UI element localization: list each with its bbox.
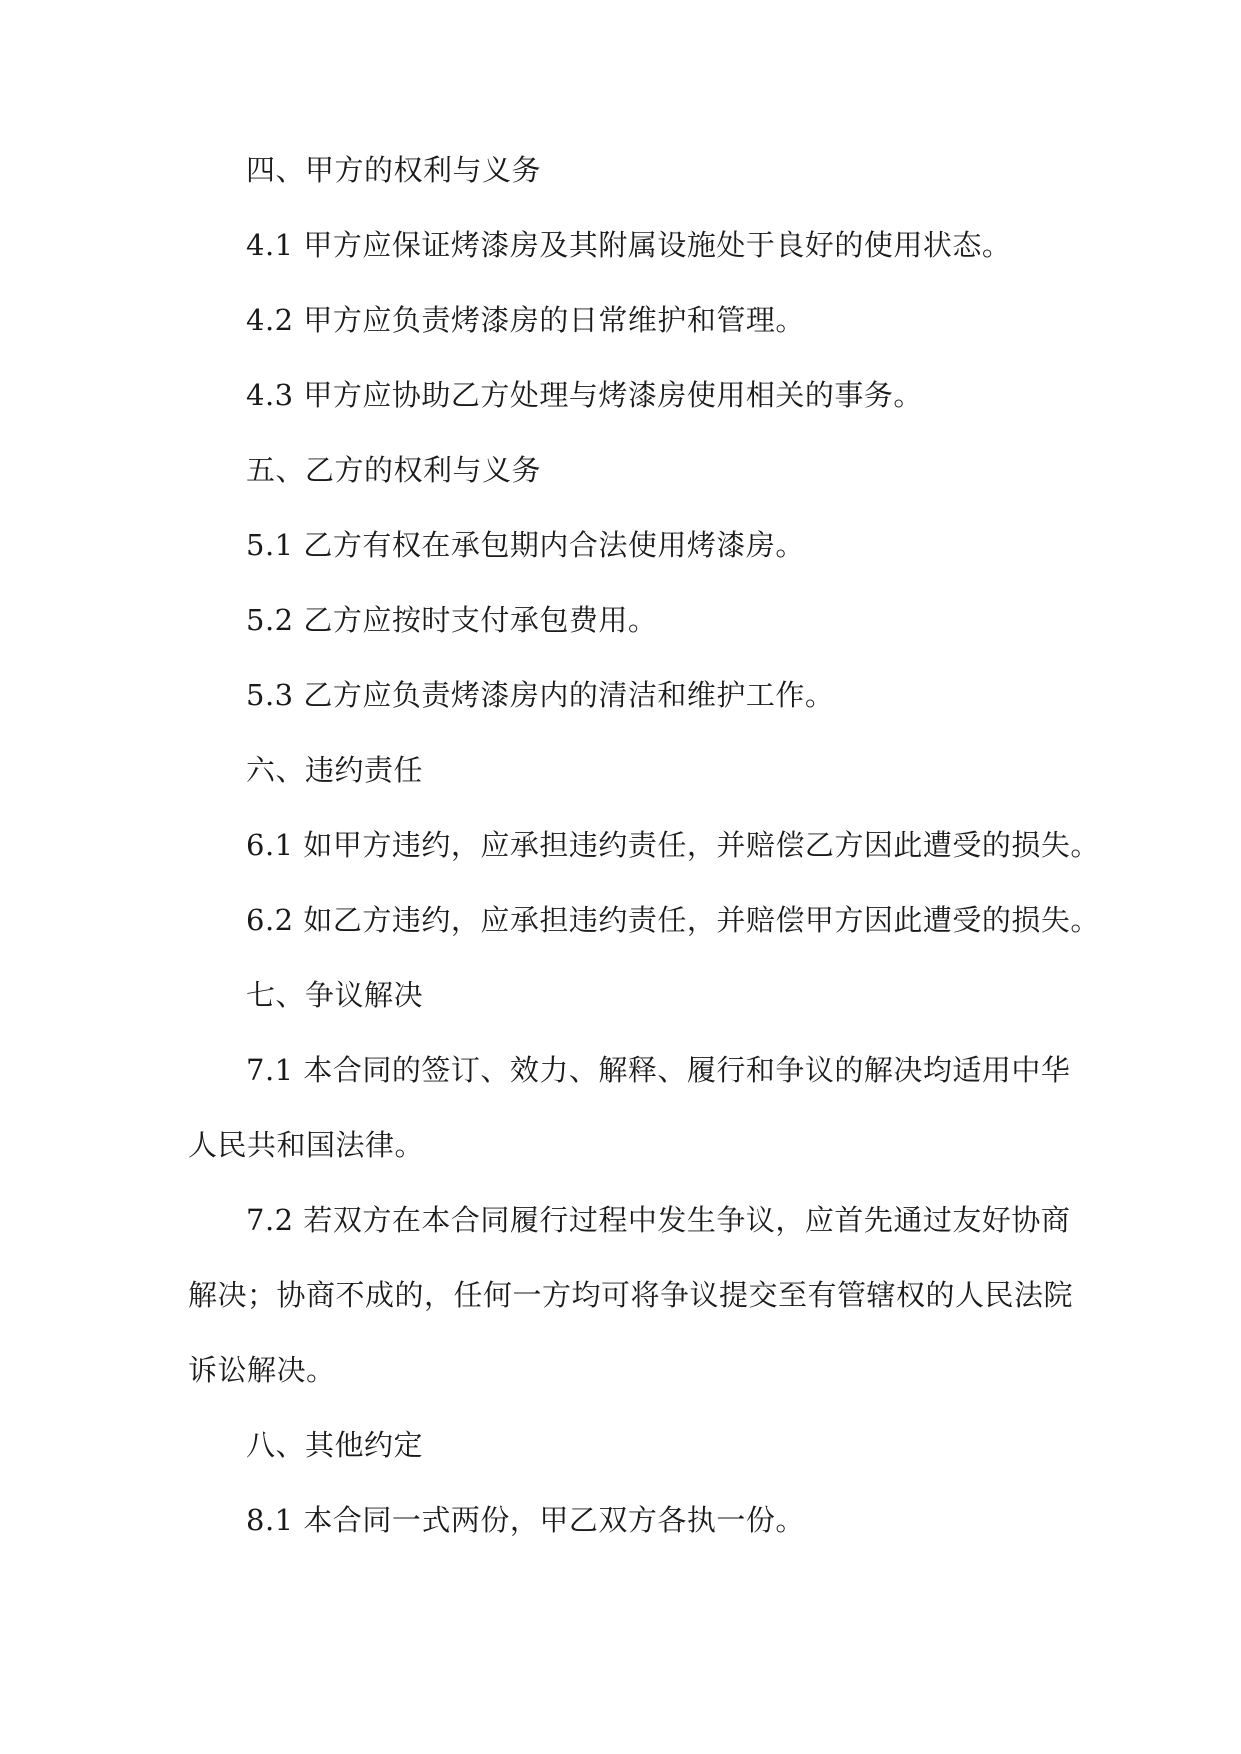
clause-4-3: 4.3 甲方应协助乙方处理与烤漆房使用相关的事务。 (246, 378, 923, 412)
clause-5-2: 5.2 乙方应按时支付承包费用。 (246, 603, 658, 637)
section-heading-6: 六、违约责任 (246, 753, 424, 787)
section-heading-5: 五、乙方的权利与义务 (246, 453, 542, 487)
section-heading-8: 八、其他约定 (246, 1428, 424, 1462)
clause-6-2: 6.2 如乙方违约，应承担违约责任，并赔偿甲方因此遭受的损失。 (246, 903, 1100, 937)
clause-7-2: 7.2 若双方在本合同履行过程中发生争议，应首先通过友好协商 (246, 1203, 1071, 1237)
clause-4-1: 4.1 甲方应保证烤漆房及其附属设施处于良好的使用状态。 (246, 228, 1012, 262)
clause-7-2-continued: 解决；协商不成的，任何一方均可将争议提交至有管辖权的人民法院 (188, 1278, 1074, 1312)
section-heading-4: 四、甲方的权利与义务 (246, 153, 542, 187)
clause-8-1: 8.1 本合同一式两份，甲乙双方各执一份。 (246, 1503, 805, 1537)
clause-5-3: 5.3 乙方应负责烤漆房内的清洁和维护工作。 (246, 678, 835, 712)
clause-7-1: 7.1 本合同的签订、效力、解释、履行和争议的解决均适用中华 (246, 1053, 1071, 1087)
section-heading-7: 七、争议解决 (246, 978, 424, 1012)
clause-6-1: 6.1 如甲方违约，应承担违约责任，并赔偿乙方因此遭受的损失。 (246, 828, 1100, 862)
clause-7-1-continued: 人民共和国法律。 (188, 1128, 425, 1162)
clause-4-2: 4.2 甲方应负责烤漆房的日常维护和管理。 (246, 303, 805, 337)
clause-7-2-continued-2: 诉讼解决。 (188, 1353, 336, 1387)
clause-5-1: 5.1 乙方有权在承包期内合法使用烤漆房。 (246, 528, 805, 562)
